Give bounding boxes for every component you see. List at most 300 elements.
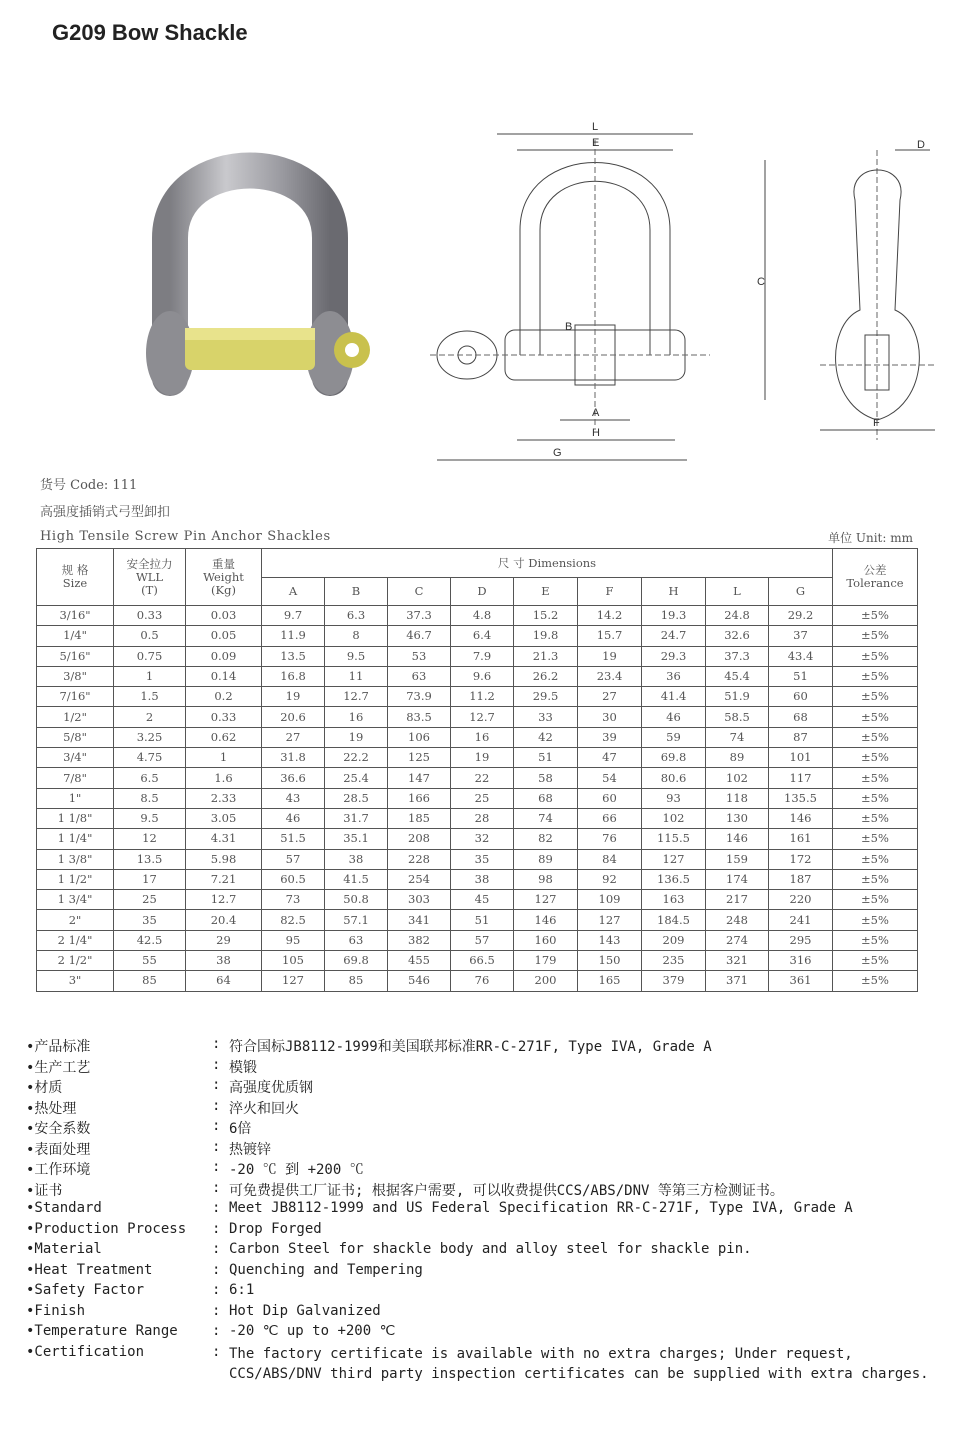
table-cell: 127 bbox=[578, 910, 642, 930]
label-F: F bbox=[873, 417, 880, 429]
spec-label: •材质 bbox=[26, 1080, 63, 1096]
table-cell: 43.4 bbox=[769, 646, 833, 666]
table-cell: 341 bbox=[388, 910, 451, 930]
table-cell: 3/8" bbox=[37, 666, 114, 686]
table-cell: 51 bbox=[769, 666, 833, 686]
table-cell: 117 bbox=[769, 768, 833, 788]
table-cell: 23.4 bbox=[578, 666, 642, 686]
table-cell: 546 bbox=[388, 971, 451, 991]
header-dim-h: H bbox=[642, 578, 706, 606]
table-cell: 184.5 bbox=[642, 910, 706, 930]
table-cell: 9.5 bbox=[114, 808, 186, 828]
table-cell: 3/4" bbox=[37, 748, 114, 768]
table-cell: 57 bbox=[262, 849, 325, 869]
table-cell: 146 bbox=[769, 808, 833, 828]
table-cell: 98 bbox=[514, 869, 578, 889]
table-cell: 13.5 bbox=[114, 849, 186, 869]
table-cell: 93 bbox=[642, 788, 706, 808]
spec-value: The factory certificate is available with no extra charges; Under request, CCS/ABS/DNV third party inspection certificates can be supplied with extra charges. bbox=[229, 1345, 929, 1382]
header-wll: 安全拉力 WLL (T) bbox=[114, 549, 186, 606]
table-cell: 8.5 bbox=[114, 788, 186, 808]
table-cell: ±5% bbox=[833, 727, 918, 747]
table-cell: 38 bbox=[186, 951, 262, 971]
table-cell: 143 bbox=[578, 930, 642, 950]
table-cell: 208 bbox=[388, 829, 451, 849]
table-cell: 55 bbox=[114, 951, 186, 971]
table-cell: 35 bbox=[451, 849, 514, 869]
table-cell: 60 bbox=[578, 788, 642, 808]
table-cell: 24.7 bbox=[642, 626, 706, 646]
product-code: 货号 Code: 111 bbox=[40, 478, 138, 493]
table-cell: 19.8 bbox=[514, 626, 578, 646]
table-cell: 69.8 bbox=[642, 748, 706, 768]
table-cell: 60.5 bbox=[262, 869, 325, 889]
spec-item bbox=[26, 1118, 946, 1139]
table-cell: 95 bbox=[262, 930, 325, 950]
table-cell: 5/8" bbox=[37, 727, 114, 747]
table-cell: 19 bbox=[451, 748, 514, 768]
spec-item bbox=[26, 1077, 946, 1098]
spec-colon: : bbox=[212, 1179, 221, 1196]
table-cell: 37 bbox=[769, 626, 833, 646]
table-cell: 46.7 bbox=[388, 626, 451, 646]
table-cell: 30 bbox=[578, 707, 642, 727]
table-cell: 166 bbox=[388, 788, 451, 808]
table-cell: ±5% bbox=[833, 707, 918, 727]
table-cell: 7.9 bbox=[451, 646, 514, 666]
table-cell: 146 bbox=[514, 910, 578, 930]
table-cell: 106 bbox=[388, 727, 451, 747]
spec-label: •证书 bbox=[26, 1182, 63, 1199]
spec-value: Meet JB8112-1999 and US Federal Specification RR-C-271F, Type IVA, Grade A bbox=[229, 1200, 853, 1216]
table-cell: 228 bbox=[388, 849, 451, 869]
table-cell: 28 bbox=[451, 808, 514, 828]
table-cell: 209 bbox=[642, 930, 706, 950]
table-cell: 92 bbox=[578, 869, 642, 889]
table-cell: 0.14 bbox=[186, 666, 262, 686]
spec-value: Quenching and Tempering bbox=[229, 1261, 423, 1278]
table-cell: 174 bbox=[706, 869, 769, 889]
table-row bbox=[37, 687, 918, 707]
table-cell: 118 bbox=[706, 788, 769, 808]
table-cell: ±5% bbox=[833, 646, 918, 666]
table-cell: 455 bbox=[388, 951, 451, 971]
header-dim-c: C bbox=[388, 578, 451, 606]
table-cell: 57 bbox=[451, 930, 514, 950]
table-cell: ±5% bbox=[833, 890, 918, 910]
table-cell: 0.62 bbox=[186, 727, 262, 747]
table-cell: 1 3/8" bbox=[37, 849, 114, 869]
spec-colon: : bbox=[212, 1282, 221, 1298]
table-cell: ±5% bbox=[833, 869, 918, 889]
table-cell: 11 bbox=[325, 666, 388, 686]
table-cell: 6.4 bbox=[451, 626, 514, 646]
spec-value: 符合国标JB8112-1999和美国联邦标准RR-C-271F, Type IVA, Grade A bbox=[229, 1039, 712, 1055]
spec-value: Carbon Steel for shackle body and alloy steel for shackle pin. bbox=[229, 1241, 752, 1257]
table-cell: 85 bbox=[325, 971, 388, 991]
table-cell: 4.8 bbox=[451, 606, 514, 626]
spec-label: •Temperature Range bbox=[26, 1323, 178, 1339]
table-cell: 29.3 bbox=[642, 646, 706, 666]
header-dim-a: A bbox=[262, 578, 325, 606]
table-cell: 303 bbox=[388, 890, 451, 910]
table-cell: 115.5 bbox=[642, 829, 706, 849]
table-cell: 68 bbox=[514, 788, 578, 808]
table-cell: ±5% bbox=[833, 666, 918, 686]
header-dim-l: L bbox=[706, 578, 769, 606]
table-row bbox=[37, 788, 918, 808]
table-cell: 295 bbox=[769, 930, 833, 950]
table-cell: 150 bbox=[578, 951, 642, 971]
table-cell: 38 bbox=[325, 849, 388, 869]
table-cell: 1 bbox=[114, 666, 186, 686]
table-cell: ±5% bbox=[833, 910, 918, 930]
spec-item bbox=[26, 1139, 946, 1160]
spec-item bbox=[26, 1221, 946, 1242]
table-cell: 1/2" bbox=[37, 707, 114, 727]
spec-label: •生产工艺 bbox=[26, 1059, 91, 1076]
table-cell: 42 bbox=[514, 727, 578, 747]
spec-item bbox=[26, 1159, 946, 1180]
table-cell: 66.5 bbox=[451, 951, 514, 971]
table-cell: 235 bbox=[642, 951, 706, 971]
spec-label: •热处理 bbox=[26, 1100, 77, 1117]
label-G: G bbox=[553, 447, 562, 459]
table-cell: 127 bbox=[642, 849, 706, 869]
table-cell: 21.3 bbox=[514, 646, 578, 666]
spec-colon: : bbox=[212, 1200, 221, 1216]
table-cell: 2" bbox=[37, 910, 114, 930]
spec-item bbox=[26, 1180, 946, 1201]
spec-value: 可免费提供工厂证书; 根据客户需要, 可以收费提供CCS/ABS/DNV 等第三方检测证书。 bbox=[229, 1182, 784, 1199]
table-cell: ±5% bbox=[833, 768, 918, 788]
table-cell: 101 bbox=[769, 748, 833, 768]
table-cell: 46 bbox=[262, 808, 325, 828]
table-cell: ±5% bbox=[833, 849, 918, 869]
table-cell: 0.75 bbox=[114, 646, 186, 666]
table-cell: 76 bbox=[451, 971, 514, 991]
table-row bbox=[37, 849, 918, 869]
table-cell: 51.9 bbox=[706, 687, 769, 707]
table-row bbox=[37, 626, 918, 646]
table-cell: 160 bbox=[514, 930, 578, 950]
table-cell: 0.05 bbox=[186, 626, 262, 646]
table-cell: 26.2 bbox=[514, 666, 578, 686]
table-cell: 1.6 bbox=[186, 768, 262, 788]
table-cell: 39 bbox=[578, 727, 642, 747]
table-cell: 64 bbox=[186, 971, 262, 991]
spec-colon: : bbox=[212, 1056, 221, 1073]
table-cell: 146 bbox=[706, 829, 769, 849]
table-cell: 147 bbox=[388, 768, 451, 788]
spec-value: Drop Forged bbox=[229, 1220, 322, 1237]
spec-item bbox=[26, 1323, 946, 1344]
table-cell: 31.8 bbox=[262, 748, 325, 768]
label-E: E bbox=[592, 137, 600, 149]
table-cell: 371 bbox=[706, 971, 769, 991]
table-cell: 45 bbox=[451, 890, 514, 910]
spec-label: •表面处理 bbox=[26, 1141, 91, 1158]
spec-value: -20 ℃ 到 +200 ℃ bbox=[229, 1162, 364, 1178]
table-cell: 29.2 bbox=[769, 606, 833, 626]
table-cell: 16 bbox=[325, 707, 388, 727]
table-cell: 161 bbox=[769, 829, 833, 849]
table-cell: 31.7 bbox=[325, 808, 388, 828]
label-A: A bbox=[592, 407, 600, 419]
table-cell: 9.6 bbox=[451, 666, 514, 686]
table-cell: 17 bbox=[114, 869, 186, 889]
table-cell: 82 bbox=[514, 829, 578, 849]
table-cell: 241 bbox=[769, 910, 833, 930]
table-cell: 89 bbox=[514, 849, 578, 869]
spec-label: •安全系数 bbox=[26, 1121, 91, 1137]
spec-label: •Finish bbox=[26, 1302, 86, 1319]
table-cell: 36.6 bbox=[262, 768, 325, 788]
table-cell: 361 bbox=[769, 971, 833, 991]
table-cell: 316 bbox=[769, 951, 833, 971]
table-cell: ±5% bbox=[833, 788, 918, 808]
label-H: H bbox=[592, 427, 600, 439]
spec-colon: : bbox=[212, 1241, 221, 1257]
table-cell: 51 bbox=[451, 910, 514, 930]
label-D: D bbox=[917, 139, 925, 151]
spec-item bbox=[26, 1303, 946, 1324]
table-cell: 2 1/4" bbox=[37, 930, 114, 950]
table-cell: 7/16" bbox=[37, 687, 114, 707]
table-cell: 0.5 bbox=[114, 626, 186, 646]
table-cell: 51 bbox=[514, 748, 578, 768]
table-cell: 102 bbox=[706, 768, 769, 788]
table-cell: 41.4 bbox=[642, 687, 706, 707]
table-cell: 172 bbox=[769, 849, 833, 869]
table-cell: 130 bbox=[706, 808, 769, 828]
table-cell: 37.3 bbox=[388, 606, 451, 626]
table-cell: 165 bbox=[578, 971, 642, 991]
table-row bbox=[37, 890, 918, 910]
table-cell: 85 bbox=[114, 971, 186, 991]
table-cell: 3/16" bbox=[37, 606, 114, 626]
header-size: 规 格 Size bbox=[37, 549, 114, 606]
spec-table bbox=[36, 548, 918, 992]
table-cell: 0.33 bbox=[114, 606, 186, 626]
page-title: G209 Bow Shackle bbox=[52, 20, 248, 45]
table-cell: 41.5 bbox=[325, 869, 388, 889]
table-cell: 12.7 bbox=[186, 890, 262, 910]
spec-colon: : bbox=[212, 1138, 221, 1155]
header-dim-b: B bbox=[325, 578, 388, 606]
table-cell: ±5% bbox=[833, 748, 918, 768]
spec-item bbox=[26, 1200, 946, 1221]
table-cell: 87 bbox=[769, 727, 833, 747]
table-cell: 50.8 bbox=[325, 890, 388, 910]
table-cell: 22.2 bbox=[325, 748, 388, 768]
table-cell: 379 bbox=[642, 971, 706, 991]
table-cell: 7/8" bbox=[37, 768, 114, 788]
table-cell: 254 bbox=[388, 869, 451, 889]
spec-colon: : bbox=[212, 1118, 221, 1134]
table-cell: 63 bbox=[325, 930, 388, 950]
header-dimensions: 尺 寸 Dimensions bbox=[262, 549, 833, 578]
table-cell: 63 bbox=[388, 666, 451, 686]
table-cell: 15.2 bbox=[514, 606, 578, 626]
spec-value: 高强度优质钢 bbox=[229, 1080, 313, 1096]
table-cell: 83.5 bbox=[388, 707, 451, 727]
spec-list bbox=[26, 1036, 946, 1385]
table-cell: 28.5 bbox=[325, 788, 388, 808]
table-cell: 127 bbox=[514, 890, 578, 910]
table-cell: 82.5 bbox=[262, 910, 325, 930]
table-cell: 38 bbox=[451, 869, 514, 889]
table-cell: 109 bbox=[578, 890, 642, 910]
header-weight: 重量 Weight (Kg) bbox=[186, 549, 262, 606]
table-cell: 5/16" bbox=[37, 646, 114, 666]
table-cell: 42.5 bbox=[114, 930, 186, 950]
spec-colon: : bbox=[212, 1220, 221, 1237]
table-cell: 27 bbox=[262, 727, 325, 747]
table-cell: 321 bbox=[706, 951, 769, 971]
header-dim-d: D bbox=[451, 578, 514, 606]
spec-label: •工作环境 bbox=[26, 1162, 91, 1178]
table-cell: 45.4 bbox=[706, 666, 769, 686]
spec-colon: : bbox=[212, 1159, 221, 1175]
table-row bbox=[37, 910, 918, 930]
table-cell: ±5% bbox=[833, 808, 918, 828]
table-row bbox=[37, 869, 918, 889]
table-cell: 2.33 bbox=[186, 788, 262, 808]
table-cell: 47 bbox=[578, 748, 642, 768]
table-row bbox=[37, 666, 918, 686]
unit-label: 单位 Unit: mm bbox=[828, 531, 913, 545]
spec-label: •产品标准 bbox=[26, 1039, 91, 1055]
table-cell: 35 bbox=[114, 910, 186, 930]
table-cell: 200 bbox=[514, 971, 578, 991]
table-cell: 66 bbox=[578, 808, 642, 828]
table-cell: ±5% bbox=[833, 606, 918, 626]
label-B: B bbox=[565, 321, 573, 333]
table-row bbox=[37, 727, 918, 747]
spec-item bbox=[26, 1036, 946, 1057]
table-cell: 159 bbox=[706, 849, 769, 869]
table-cell: 25 bbox=[114, 890, 186, 910]
table-cell: 125 bbox=[388, 748, 451, 768]
table-cell: 4.31 bbox=[186, 829, 262, 849]
table-row bbox=[37, 971, 918, 991]
table-cell: 2 bbox=[114, 707, 186, 727]
table-cell: 6.5 bbox=[114, 768, 186, 788]
table-cell: 74 bbox=[514, 808, 578, 828]
table-cell: 12.7 bbox=[325, 687, 388, 707]
table-cell: 54 bbox=[578, 768, 642, 788]
table-cell: 20.4 bbox=[186, 910, 262, 930]
header-dim-e: E bbox=[514, 578, 578, 606]
spec-colon: : bbox=[212, 1261, 221, 1278]
table-cell: 80.6 bbox=[642, 768, 706, 788]
table-cell: 11.2 bbox=[451, 687, 514, 707]
table-cell: 8 bbox=[325, 626, 388, 646]
table-cell: 3.05 bbox=[186, 808, 262, 828]
spec-value: Hot Dip Galvanized bbox=[229, 1302, 381, 1319]
table-row bbox=[37, 768, 918, 788]
table-cell: 53 bbox=[388, 646, 451, 666]
table-row bbox=[37, 808, 918, 828]
table-cell: 5.98 bbox=[186, 849, 262, 869]
table-cell: 0.03 bbox=[186, 606, 262, 626]
table-cell: 1 1/8" bbox=[37, 808, 114, 828]
table-cell: 3" bbox=[37, 971, 114, 991]
table-cell: 136.5 bbox=[642, 869, 706, 889]
table-cell: 43 bbox=[262, 788, 325, 808]
spec-colon: : bbox=[212, 1036, 221, 1052]
table-cell: 15.7 bbox=[578, 626, 642, 646]
table-cell: 20.6 bbox=[262, 707, 325, 727]
table-cell: 102 bbox=[642, 808, 706, 828]
header-dim-f: F bbox=[578, 578, 642, 606]
spec-item bbox=[26, 1344, 946, 1385]
table-cell: 74 bbox=[706, 727, 769, 747]
table-cell: 1.5 bbox=[114, 687, 186, 707]
label-C: C bbox=[757, 276, 765, 288]
table-row bbox=[37, 606, 918, 626]
spec-label: •Production Process bbox=[26, 1220, 187, 1237]
table-row bbox=[37, 930, 918, 950]
spec-colon: : bbox=[212, 1077, 221, 1093]
table-cell: 46 bbox=[642, 707, 706, 727]
table-cell: 382 bbox=[388, 930, 451, 950]
table-cell: 22 bbox=[451, 768, 514, 788]
table-cell: 73 bbox=[262, 890, 325, 910]
table-cell: 179 bbox=[514, 951, 578, 971]
table-cell: 35.1 bbox=[325, 829, 388, 849]
spec-colon: : bbox=[212, 1343, 221, 1360]
spec-label: •Heat Treatment bbox=[26, 1261, 153, 1278]
table-cell: ±5% bbox=[833, 971, 918, 991]
table-cell: 9.7 bbox=[262, 606, 325, 626]
table-cell: 19 bbox=[262, 687, 325, 707]
table-cell: 29.5 bbox=[514, 687, 578, 707]
table-cell: 0.09 bbox=[186, 646, 262, 666]
shackle-photo bbox=[130, 128, 370, 418]
spec-colon: : bbox=[212, 1323, 221, 1339]
table-cell: ±5% bbox=[833, 829, 918, 849]
table-cell: 6.3 bbox=[325, 606, 388, 626]
product-name-cn: 高强度插销式弓型卸扣 bbox=[40, 505, 171, 520]
table-cell: 69.8 bbox=[325, 951, 388, 971]
table-cell: 16 bbox=[451, 727, 514, 747]
spec-value: 热镀锌 bbox=[229, 1141, 271, 1158]
table-cell: 59 bbox=[642, 727, 706, 747]
table-cell: 58.5 bbox=[706, 707, 769, 727]
table-cell: 73.9 bbox=[388, 687, 451, 707]
spec-item bbox=[26, 1282, 946, 1303]
table-cell: 135.5 bbox=[769, 788, 833, 808]
table-row bbox=[37, 748, 918, 768]
table-cell: 9.5 bbox=[325, 646, 388, 666]
table-cell: 14.2 bbox=[578, 606, 642, 626]
table-cell: 33 bbox=[514, 707, 578, 727]
table-cell: 13.5 bbox=[262, 646, 325, 666]
table-cell: 29 bbox=[186, 930, 262, 950]
table-cell: 105 bbox=[262, 951, 325, 971]
table-cell: 51.5 bbox=[262, 829, 325, 849]
table-cell: 187 bbox=[769, 869, 833, 889]
spec-value: 淬火和回火 bbox=[229, 1100, 299, 1117]
table-row bbox=[37, 707, 918, 727]
spec-item bbox=[26, 1057, 946, 1078]
table-cell: 24.8 bbox=[706, 606, 769, 626]
table-cell: 1 1/2" bbox=[37, 869, 114, 889]
table-cell: 12 bbox=[114, 829, 186, 849]
table-cell: 1" bbox=[37, 788, 114, 808]
